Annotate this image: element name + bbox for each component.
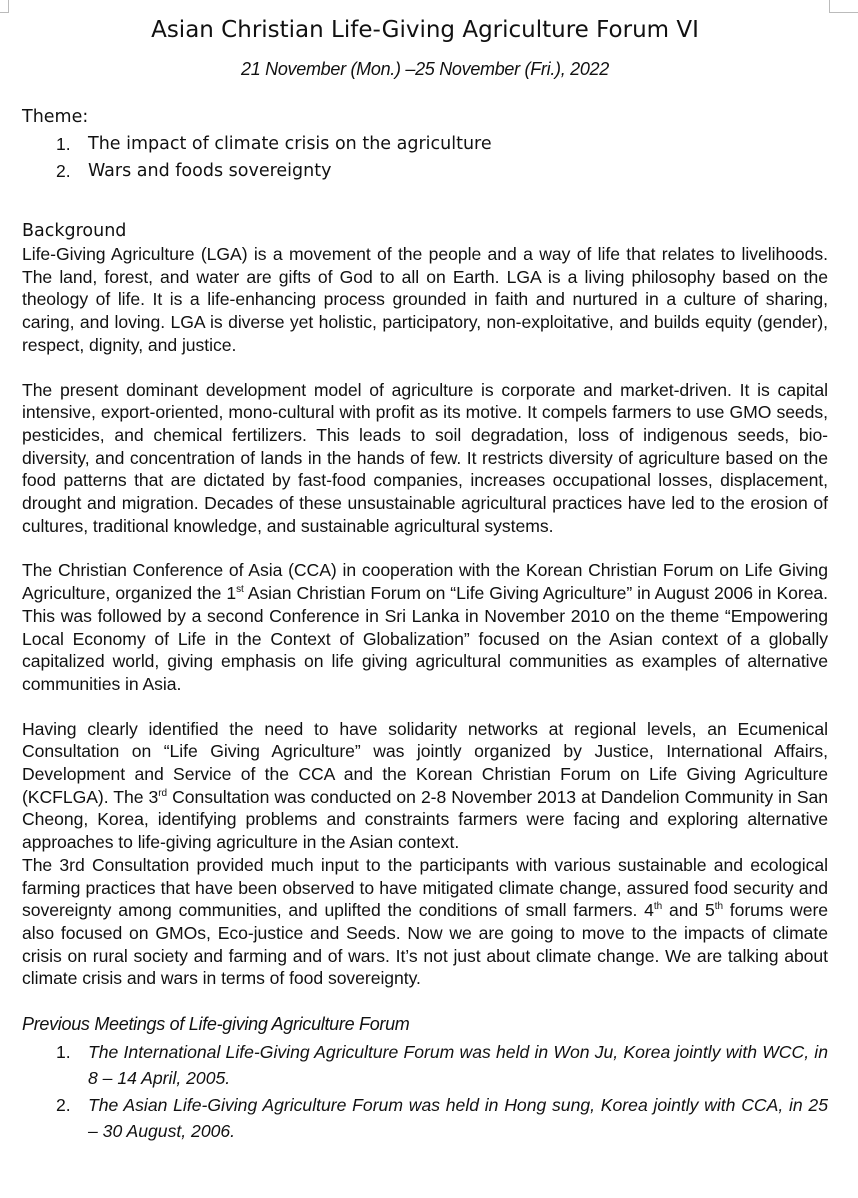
text-run: Having clearly identified the need to have solidarity networks at regional levels, an Ecumenical Consultation on “Life Giving Agriculture” was jointly organized by Justice, International Affairs, Development and Service of the CCA and the Korean Christian Forum on Life Giving Agriculture (KCFLGA). The 3 <box>22 718 828 807</box>
text-run: Asian Christian Forum on “Life Giving Agriculture” in August 2006 in Korea. This was followed by a second Conference in Sri Lanka in November 2010 on the theme “Empowering Local Economy of Life in the Context of Globalization” focused on the Asian context of a globally capitalized world, giving emphasis on life giving agricultural communities as examples of alternative communities in Asia. <box>22 583 829 694</box>
theme-heading: Theme: <box>22 107 89 127</box>
text-run: and 5 <box>662 900 715 921</box>
background-paragraph <box>22 718 828 854</box>
superscript: rd <box>158 787 168 799</box>
list-item <box>22 1039 828 1091</box>
page-corner-mark <box>0 0 9 13</box>
background-heading: Background <box>22 221 127 241</box>
list-number: 1. <box>56 1042 71 1063</box>
list-item-text: The Asian Life-Giving Agriculture Forum was held in Hong sung, Korea jointly with CCA, in 25 – 30 August, 2006. <box>88 1095 828 1142</box>
list-item <box>22 1092 828 1144</box>
background-paragraph <box>22 559 828 695</box>
list-number: 2. <box>56 161 71 181</box>
list-number: 1. <box>56 134 71 154</box>
superscript: th <box>714 901 723 913</box>
event-date: 21 November (Mon.) –25 November (Fri.), 2022 <box>241 59 609 79</box>
document-page <box>22 14 828 1145</box>
theme-item-text: Wars and foods sovereignty <box>88 161 332 181</box>
theme-item <box>22 158 828 185</box>
previous-meetings-heading: Previous Meetings of Life-giving Agriculture Forum <box>22 1014 410 1035</box>
list-item-text: The International Life-Giving Agriculture Forum was held in Won Ju, Korea jointly with WCC, in 8 – 14 April, 2005. <box>88 1042 828 1089</box>
theme-item <box>22 131 828 158</box>
superscript: th <box>653 901 663 913</box>
page-corner-mark <box>829 0 858 13</box>
text-run: The 3rd Consultation provided much input to the participants with various sustainable and ecological farming practices that have been observed to have mitigated climate change, assured food security and sovereignty among communities, and uplifted the conditions of small farmers. 4 <box>22 854 828 921</box>
background-paragraph: The present dominant development model of agriculture is corporate and market-driven. It is capital intensive, export-oriented, mono-cultural with profit as its motive. It compels farmers to use GMO seeds, pesticides, and chemical fertilizers. This leads to soil degradation, loss of indigenous seeds, bio-diversity, and concentration of lands in the hands of few. It restricts diversity of agriculture based on the food patterns that are dictated by fast-food companies, increases occupational losses, displacement, drought and migration. Decades of these unsustainable agricultural practices have led to the erosion of cultures, traditional knowledge, and sustainable agricultural systems. <box>22 379 828 536</box>
theme-item-text: The impact of climate crisis on the agriculture <box>88 134 492 154</box>
theme-list <box>22 131 828 185</box>
text-run: Consultation was conducted on 2-8 November 2013 at Dandelion Community in San Cheong, Korea, identifying problems and constraints farmers were facing and exploring alternative approaches to life-giving agriculture in the Asian context. <box>22 786 828 853</box>
text-run: The Christian Conference of Asia (CCA) in cooperation with the Korean Christian Forum on Life Giving Agriculture, organized the 1 <box>22 560 828 604</box>
text-run: forums were also focused on GMOs, Eco-justice and Seeds. Now we are going to move to the impacts of climate crisis on rural society and farming and of wars. It’s not just about climate change. We are talking about climate crisis and wars in terms of food sovereignty. <box>22 900 828 989</box>
previous-meetings-list <box>22 1039 828 1144</box>
superscript: st <box>236 584 244 596</box>
list-number: 2. <box>56 1095 71 1116</box>
page-title: Asian Christian Life-Giving Agriculture Forum VI <box>151 17 699 43</box>
background-paragraph <box>22 854 828 990</box>
background-paragraph: Life-Giving Agriculture (LGA) is a movement of the people and a way of life that relates to livelihoods. The land, forest, and water are gifts of God to all on Earth. LGA is a living philosophy based on the theology of life. It is a life-enhancing process grounded in faith and nurtured in a culture of sharing, caring, and loving. LGA is diverse yet holistic, participatory, non-exploitative, and builds equity (gender), respect, dignity, and justice. <box>22 244 828 355</box>
